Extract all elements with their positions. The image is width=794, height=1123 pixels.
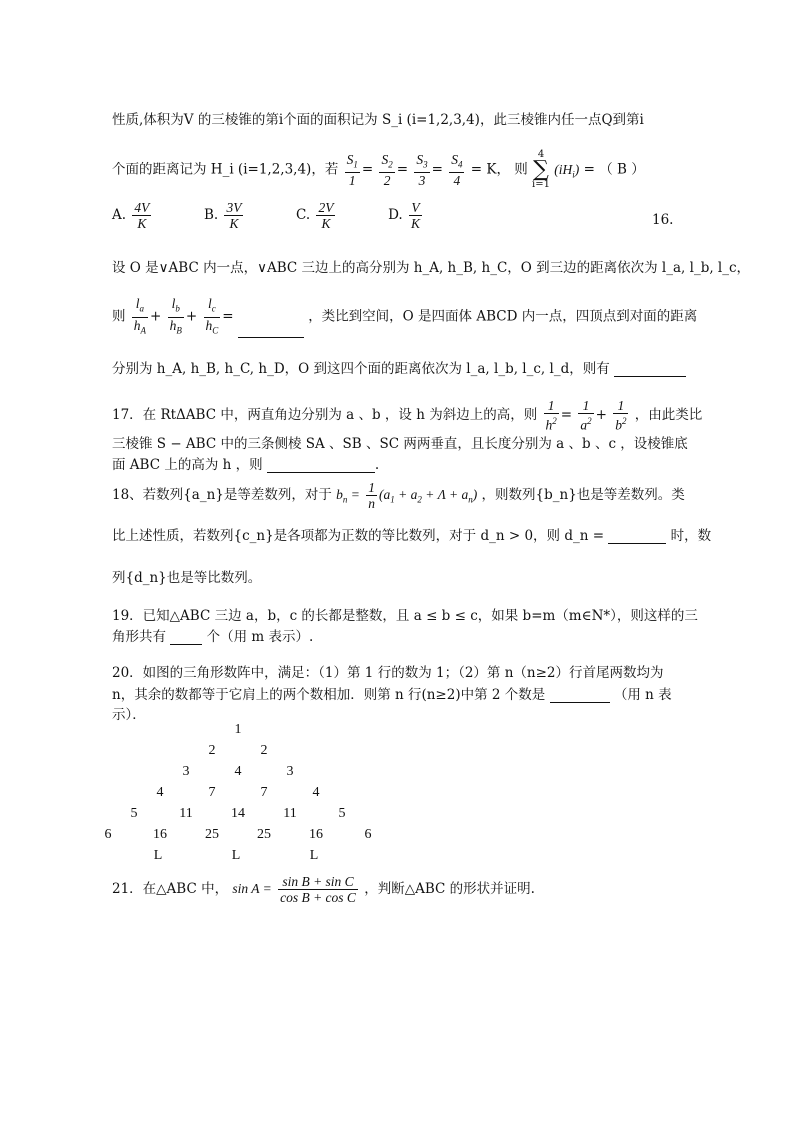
p20-line2: n，其余的数都等于它肩上的两个数相加．则第 n 行(n≥2)中第 2 个数是 （用 n 表 — [112, 687, 672, 703]
option-d-num: V — [409, 200, 422, 216]
triangle-cell: 5 — [338, 806, 346, 821]
triangle-cell: 16 — [153, 827, 167, 842]
option-a-label: A. — [112, 207, 127, 223]
p20-line1: 20．如图的三角形数阵中，满足：（1）第 1 行的数为 1；（2）第 n（n≥2）行首尾两数均为 — [112, 665, 664, 681]
p15-line2a: 个面的距离记为 H_i (i=1,2,3,4)，若 — [112, 161, 339, 178]
p16-line1: 设 O 是∨ABC 内一点，∨ABC 三边上的高分别为 h_A, h_B, h_C，O 到三边的距离依次为 l_a, l_b, l_c， — [112, 260, 751, 276]
p18-line2: 比上述性质，若数列{c_n}是各项都为正数的等比数列，对于 d_n > 0，则 d_n = 时，数 — [112, 528, 712, 544]
triangle-cell: 11 — [283, 806, 297, 821]
triangle-cell: 3 — [286, 764, 294, 779]
triangle-cell: 3 — [182, 764, 190, 779]
p18-blank[interactable] — [608, 543, 666, 544]
option-b-label: B. — [203, 207, 219, 223]
p17-line3: 面 ABC 上的高为 h ，则 . — [112, 457, 380, 473]
p20-blank[interactable] — [550, 702, 610, 703]
triangle-cell: 25 — [205, 827, 219, 842]
option-c-num: 2V — [318, 200, 334, 215]
option-a-num: 4V — [134, 200, 150, 215]
p16-line2: 则 $\frac{l_a}{h_A}$ + $\frac{l_b}{h_B}$ + $\frac{l_c}{h_C}$ = ，类比到空间，O 是四面体 ABCD 内一点，四顶点到对面的距离 — [112, 296, 697, 338]
triangle-cell: 7 — [208, 785, 216, 800]
q16-number: 16. — [652, 212, 674, 228]
triangle-cell: 1 — [234, 722, 242, 737]
triangle-cell: L — [309, 848, 319, 863]
p17-line2: 三棱锥 S − ABC 中的三条侧棱 SA 、SB 、SC 两两垂直，且长度分别为 a 、b 、c ，设棱锥底 — [112, 436, 688, 452]
sum-symbol: 4 ∑ i=1 — [532, 149, 550, 190]
p18-line1: 18、若数列{a_n}是等差数列，对于 $b_n$ = $\frac{1}{n}$ $(a_1 + a_2 + \Lambda + a_n)$ ，则数列{b_n}也是等差数列。类 — [112, 480, 685, 511]
option-c-label: C. — [296, 207, 311, 223]
triangle-cell: 4 — [156, 785, 164, 800]
triangle-cell: L — [153, 848, 163, 863]
p19-line2: 角形共有 个（用 m 表示）. — [112, 629, 314, 645]
p21-line1: 21．在△ABC 中， sin A = $\frac{\text{sin B + sin C}}{\text{cos B + cos C}}$ ，判断△ABC 的形状并证明. — [112, 874, 535, 905]
triangle-cell: 6 — [364, 827, 372, 842]
p16-blank-2[interactable] — [614, 376, 686, 377]
triangle-cell: 16 — [309, 827, 323, 842]
triangle-cell: 14 — [231, 806, 245, 821]
triangle-cell: 7 — [260, 785, 268, 800]
triangle-cell: 2 — [208, 743, 216, 758]
p20-line3: 示）． — [112, 707, 146, 723]
p15-options: A. $\frac{4V}{K}$ B. $\frac{3V}{K}$ C. $\frac{2V}{K}$ D. $\frac{V}{K}$ — [112, 200, 421, 231]
option-d-label: D. — [388, 207, 403, 223]
p16-blank-1[interactable] — [238, 337, 304, 338]
p17-blank[interactable] — [267, 472, 375, 473]
triangle-cell: 2 — [260, 743, 268, 758]
triangle-cell: 4 — [234, 764, 242, 779]
p19-line1: 19．已知△ABC 三边 a，b，c 的长都是整数，且 a ≤ b ≤ c，如果 b=m（m∈N*），则这样的三 — [112, 608, 698, 624]
triangle-cell: 5 — [130, 806, 138, 821]
p15-line2b: = K， 则 — [470, 161, 528, 178]
triangle-cell: 11 — [179, 806, 193, 821]
p15-line1: 性质,体积为V 的三棱锥的第i个面的面积记为 S_i (i=1,2,3,4)，此三棱锥内任一点Q到第i — [112, 112, 644, 128]
triangle-cell: 4 — [312, 785, 320, 800]
p19-blank[interactable] — [170, 644, 202, 645]
p18-line3: 列{d_n}也是等比数列。 — [112, 570, 262, 586]
triangle-cell: 25 — [257, 827, 271, 842]
triangle-cell: 6 — [104, 827, 112, 842]
triangle-cell: L — [231, 848, 241, 863]
p17-line1: 17．在 RtΔABC 中，两直角边分别为 a 、b ，设 h 为斜边上的高，则 $\frac{1}{h^2}$ = $\frac{1}{a^2}$ + $\frac{1}{b^2}$ ，由此类比 — [112, 398, 703, 433]
p15-answer: （ B ） — [599, 161, 645, 178]
option-b-num: 3V — [226, 200, 242, 215]
p15-line2: 个面的距离记为 H_i (i=1,2,3,4)，若 $\frac{S_1}{1}$ = $\frac{S_2}{2}$ = $\frac{S_3}{3}$ = $\frac{S_4}{4}$ = K， 则 4 ∑ i=1 $(iH_i)$ = （ B ） — [112, 149, 645, 190]
p16-line3: 分别为 h_A, h_B, h_C, h_D，O 到这四个面的距离依次为 l_a, l_b, l_c, l_d，则有 — [112, 357, 686, 377]
